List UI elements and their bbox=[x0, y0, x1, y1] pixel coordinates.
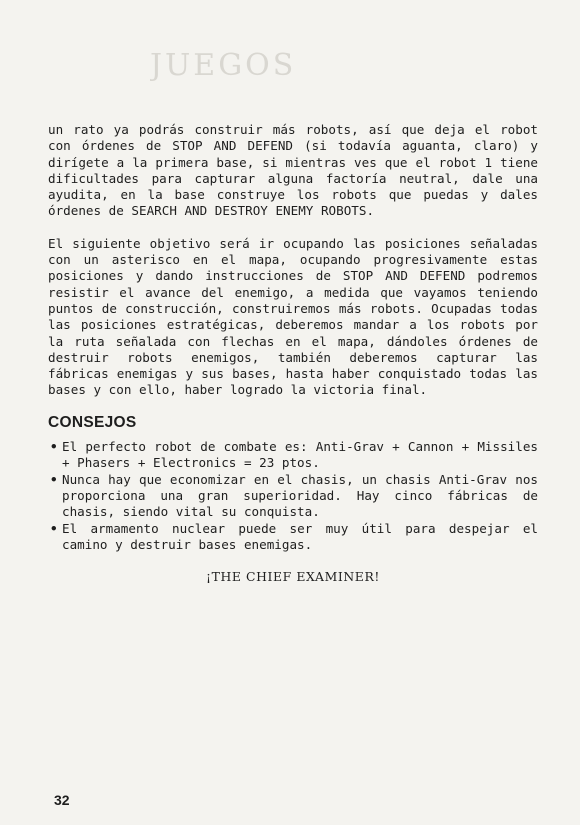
running-header: JUEGOS bbox=[150, 48, 297, 83]
tip-text: El armamento nuclear puede ser muy útil para despejar el camino y destruir bases enemigas. bbox=[62, 520, 538, 552]
list-item bbox=[48, 472, 538, 521]
list-item bbox=[48, 521, 538, 554]
tip-text: El perfecto robot de combate es: Anti-Grav + Cannon + Missiles + Phasers + Electronics = 23 ptos. bbox=[62, 439, 538, 471]
page-number: 32 bbox=[54, 792, 70, 808]
tip-text: Nunca hay que economizar en el chasis, un chasis Anti-Grav nos proporciona una gran superioridad. Hay cinco fábricas de chasis, siendo vital su conquista. bbox=[62, 471, 538, 520]
list-item bbox=[48, 439, 538, 472]
bullet-icon: • bbox=[50, 439, 58, 455]
tips-list bbox=[48, 439, 538, 553]
signoff: ¡THE CHIEF EXAMINER! bbox=[206, 569, 380, 585]
paragraph-2: El siguiente objetivo será ir ocupando las posiciones señaladas con un asterisco en el mapa, ocupando progresivamente estas posiciones y dando instrucciones de STOP AND DEFEND podremos resistir el avance del enemigo, a medida que vayamos teniendo puntos de construcción, construiremos más robots. Ocupadas todas las posiciones estratégicas, deberemos mandar a los robots por la ruta señalada con flechas en el mapa, dándoles órdenes de destruir robots enemigos, también deberemos capturar las fábricas enemigas y sus bases, hasta haber conquistado todas las bases y con ello, haber logrado la victoria final. bbox=[48, 235, 538, 398]
article-body bbox=[48, 122, 538, 585]
paragraph-1: un rato ya podrás construir más robots, así que deja el robot con órdenes de STOP AND DEFEND (si todavía aguanta, claro) y dirígete a la primera base, si mientras ves que el robot 1 tiene dificultades para capturar alguna factoría neutral, dale una ayudita, en la base construye los robots que puedas y dales órdenes de SEARCH AND DESTROY ENEMY ROBOTS. bbox=[48, 122, 538, 219]
bullet-icon: • bbox=[50, 520, 58, 536]
bullet-icon: • bbox=[50, 471, 58, 487]
section-heading-consejos: CONSEJOS bbox=[48, 413, 137, 431]
